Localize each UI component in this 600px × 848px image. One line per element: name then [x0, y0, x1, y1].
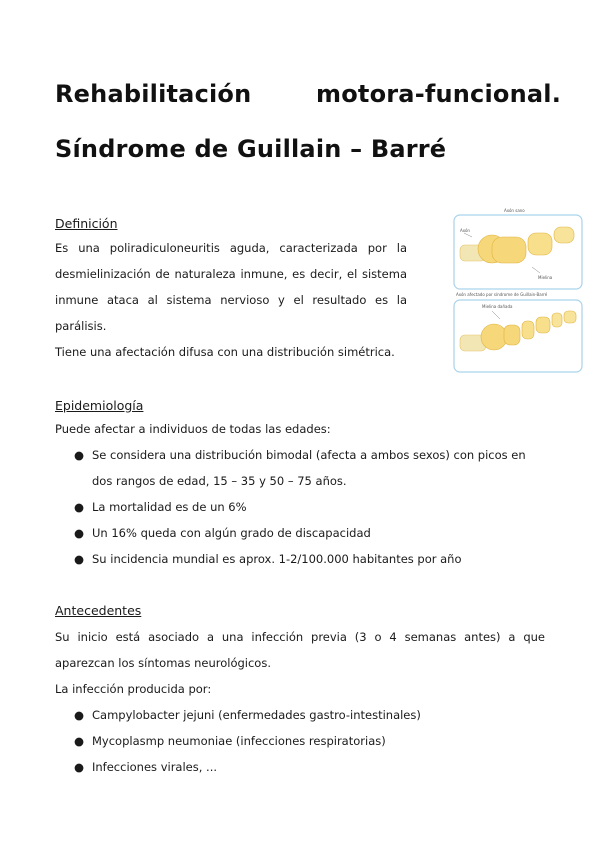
- epidemiologia-intro: Puede afectar a individuos de todas las edades:: [55, 422, 331, 436]
- definicion-line: desmielinización de naturaleza inmune, es decir, el sistema: [55, 267, 407, 281]
- bullet-icon: ●: [74, 552, 85, 566]
- heading-epidemiologia: Epidemiología: [55, 398, 144, 413]
- bullet-text: Infecciones virales, ...: [92, 760, 218, 774]
- list-item: [74, 760, 217, 774]
- bullet-text: Mycoplasmp neumoniae (infecciones respiratorias): [92, 734, 386, 748]
- bullet-text: Campylobacter jejuni (enfermedades gastro-intestinales): [92, 708, 421, 722]
- heading-definicion: Definición: [55, 216, 118, 231]
- label-myelin: Mielina: [538, 275, 553, 280]
- definicion-line: Tiene una afectación difusa con una distribución simétrica.: [55, 345, 395, 359]
- bullet-icon: ●: [74, 760, 85, 774]
- list-item: [74, 734, 386, 748]
- antecedentes-line: aparezcan los síntomas neurológicos.: [55, 656, 271, 670]
- list-item: [74, 552, 462, 566]
- definicion-line: inmune ataca al sistema nervioso y el resultado es la parálisis.: [55, 293, 407, 333]
- bullet-continuation: dos rangos de edad, 15 – 35 y 50 – 75 años.: [92, 474, 347, 488]
- label-axon: Axón: [460, 228, 470, 233]
- definicion-line: Es una poliradiculoneuritis aguda, caracterizada por la: [55, 241, 407, 255]
- caption-affected-axon: Axón afectado por síndrome de Guillain-Barré: [456, 292, 548, 297]
- list-item: [74, 448, 526, 462]
- bullet-text: Su incidencia mundial es aprox. 1-2/100.000 habitantes por año: [92, 552, 462, 566]
- bullet-text: Se considera una distribución bimodal (afecta a ambos sexos) con picos en: [92, 448, 526, 462]
- caption-healthy-axon: Axón sano: [504, 208, 525, 213]
- bullet-text: La mortalidad es de un 6%: [92, 500, 247, 514]
- antecedentes-line: Su inicio está asociado a una infección previa (3 o 4 semanas antes) a que: [55, 630, 545, 644]
- bullet-icon: ●: [74, 734, 85, 748]
- page-subtitle: Síndrome de Guillain – Barré: [55, 135, 447, 163]
- bullet-icon: ●: [74, 708, 85, 722]
- bullet-text: Un 16% queda con algún grado de discapacidad: [92, 526, 371, 540]
- definicion-paragraph: [55, 235, 407, 365]
- title-word-rehabilitacion: Rehabilitación: [55, 80, 252, 108]
- axon-myelin-illustration: [452, 207, 584, 373]
- label-damaged-myelin: Mielina dañada: [482, 304, 513, 309]
- bullet-icon: ●: [74, 526, 85, 540]
- list-item: [74, 526, 371, 540]
- antecedentes-line: La infección producida por:: [55, 682, 212, 696]
- bullet-icon: ●: [74, 500, 85, 514]
- title-word-motora-funcional: motora-funcional.: [316, 80, 562, 108]
- heading-antecedentes: Antecedentes: [55, 603, 142, 618]
- bullet-icon: ●: [74, 448, 85, 462]
- list-item: [74, 708, 421, 722]
- list-item: [74, 500, 247, 514]
